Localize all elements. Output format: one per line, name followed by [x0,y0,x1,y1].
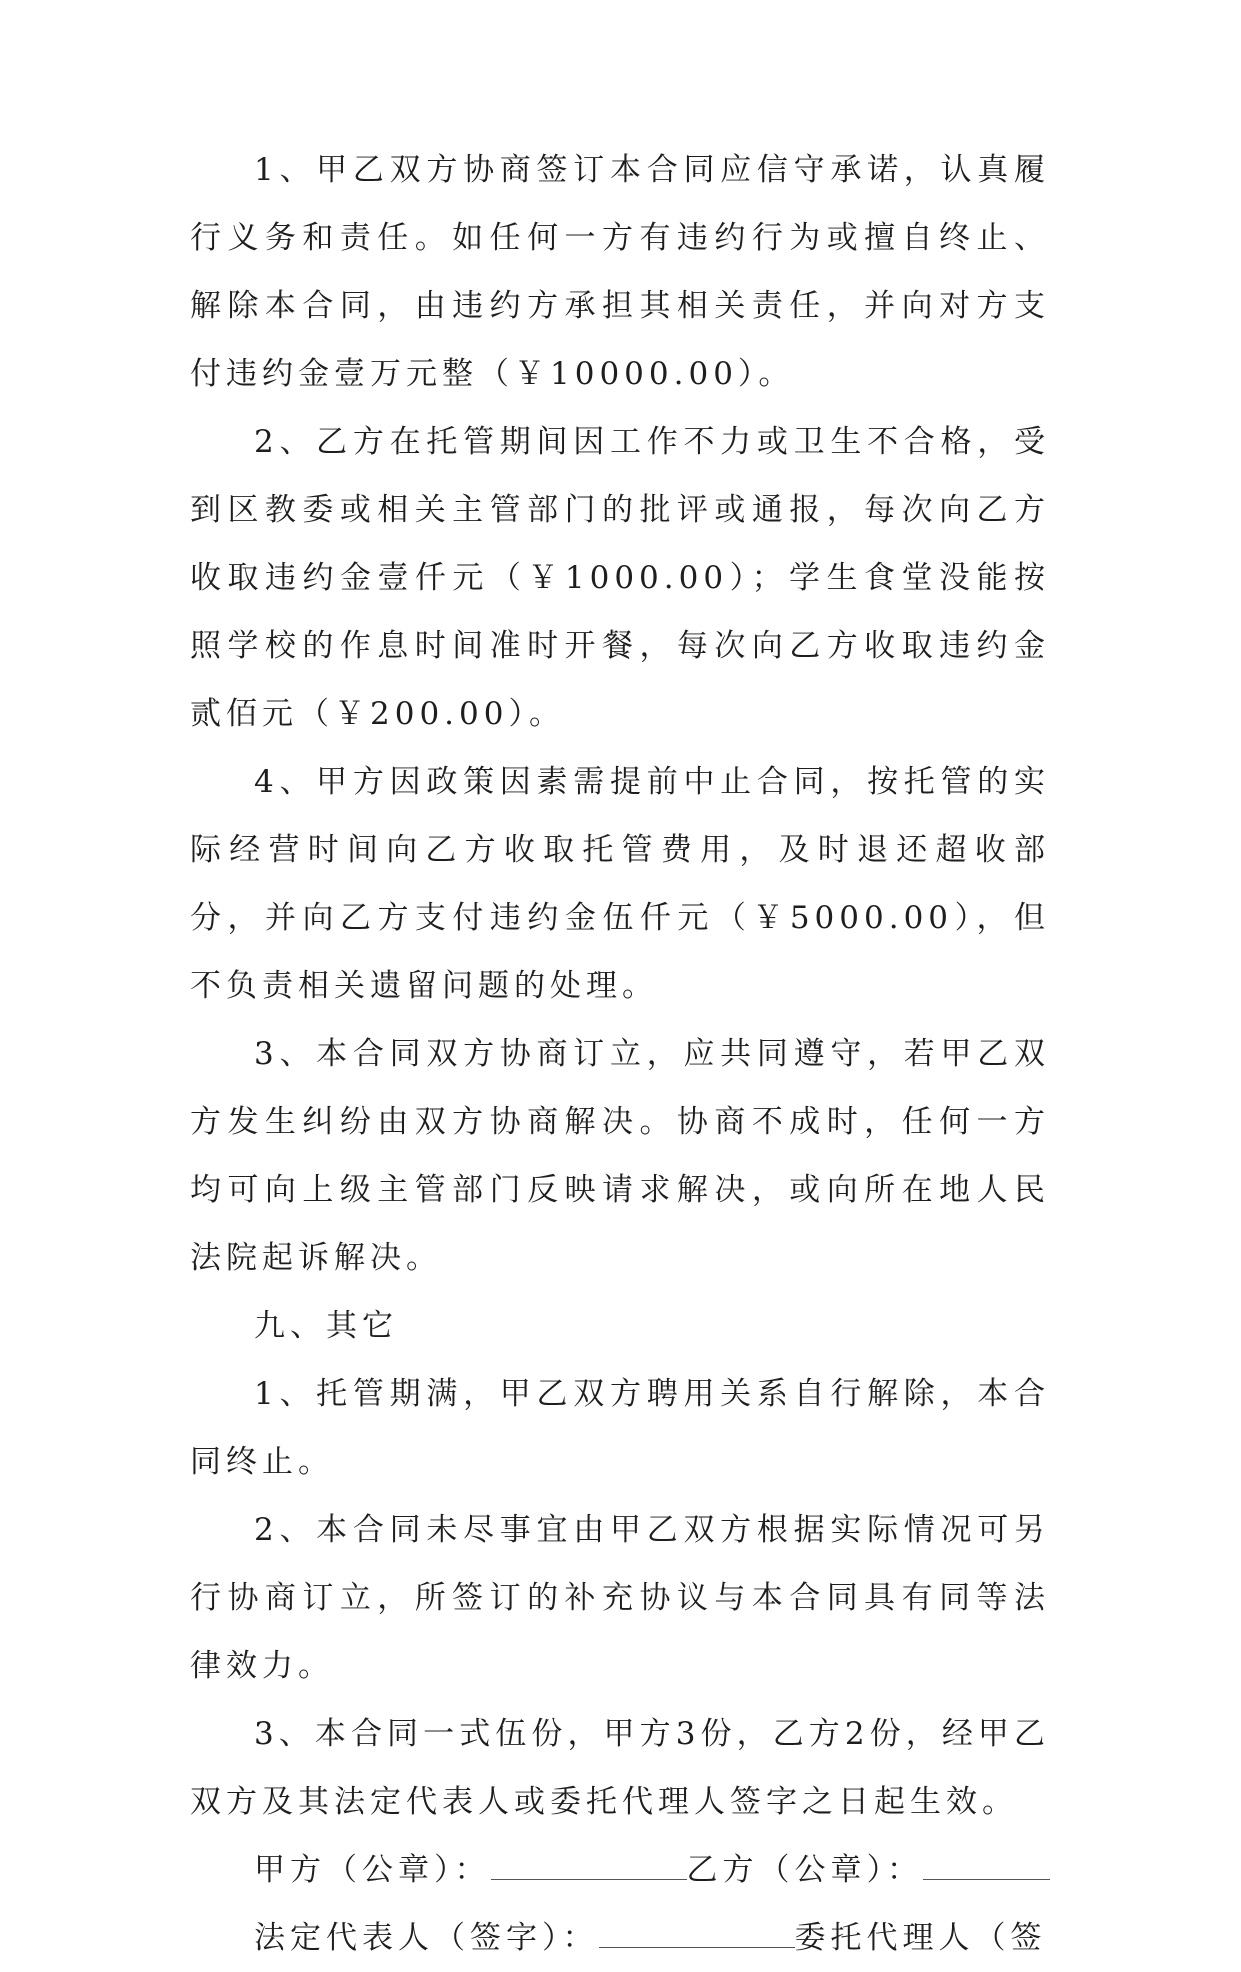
clause-breach-hygiene: 2、乙方在托管期间因工作不力或卫生不合格，受到区教委或相关主管部门的批评或通报，每次向乙方收取违约金壹仟元（￥1000.00）；学生食堂没能按照学校的作息时间准时开餐，每次向乙方收取违约金贰佰元（￥200.00）。 [190,424,1050,732]
signature-line-seals [190,1836,1050,1904]
party-a-seal-label: 甲方（公章）： [254,1852,491,1888]
clause-expiry: 1、托管期满，甲乙双方聘用关系自行解除，本合同终止。 [190,1376,1050,1480]
clause-breach-general: 1、甲乙双方协商签订本合同应信守承诺，认真履行义务和责任。如任何一方有违约行为或擅自终止、解除本合同，由违约方承担其相关责任，并向对方支付违约金壹万元整（￥10000.00）。 [190,152,1050,392]
signature-line-representatives [190,1904,1050,1972]
legal-rep-label: 法定代表人（签字）： [254,1920,599,1956]
section-heading-other: 九、其它 [254,1308,398,1344]
clause-dispute-resolution: 3、本合同双方协商订立，应共同遵守，若甲乙双方发生纠纷由双方协商解决。协商不成时，任何一方均可向上级主管部门反映请求解决，或向所在地人民法院起诉解决。 [190,1036,1050,1276]
clause-supplementary: 2、本合同未尽事宜由甲乙双方根据实际情况可另行协商订立，所签订的补充协议与本合同具有同等法律效力。 [190,1512,1050,1684]
party-b-seal-label: 乙方（公章）： [686,1852,923,1888]
clause-copies-effect: 3、本合同一式伍份，甲方3份，乙方2份，经甲乙双方及其法定代表人或委托代理人签字之日起生效。 [190,1716,1050,1820]
legal-rep-blank [599,1915,795,1948]
agent-label: 委托代理人（签 [794,1920,1047,1956]
party-a-seal-blank [491,1847,687,1880]
party-b-seal-blank [923,1847,1050,1880]
document-body [190,136,1050,1972]
clause-early-termination: 4、甲方因政策因素需提前中止合同，按托管的实际经营时间向乙方收取托管费用，及时退还超收部分，并向乙方支付违约金伍仟元（￥5000.00），但不负责相关遗留问题的处理。 [190,764,1050,1004]
